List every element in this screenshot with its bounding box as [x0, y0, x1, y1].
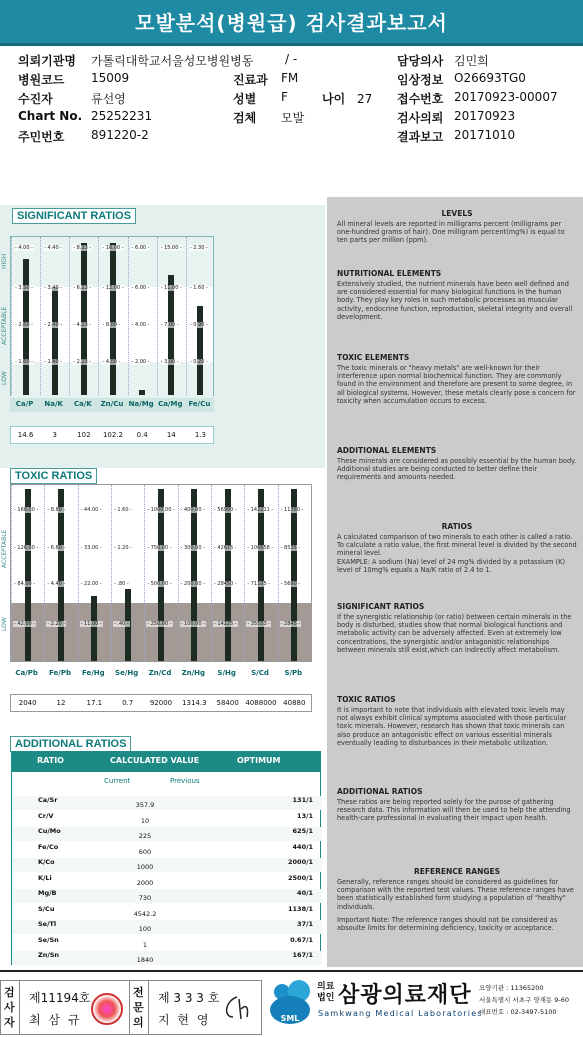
- sig-tick: - 3.50 -: [15, 285, 33, 291]
- info-levels: [337, 209, 577, 245]
- sig-tick: - 0.20 -: [189, 359, 208, 365]
- sig-category-label: Ca/Mg: [158, 400, 183, 408]
- label-request-date: 검사의뢰: [397, 111, 444, 125]
- tox-tick: - 250.00 -: [147, 621, 172, 627]
- sig-tick: - 1.60 -: [15, 359, 33, 365]
- info-toxic-heading: TOXIC ELEMENTS: [337, 353, 410, 362]
- specialist-name: 지 현 영: [158, 1013, 211, 1027]
- value-patient: 류선영: [91, 92, 126, 106]
- sig-tick: - 4.00 -: [131, 322, 150, 328]
- tox-bar-s-hg: [225, 489, 231, 661]
- info-toxic-ratios-heading: TOXIC RATIOS: [337, 695, 396, 704]
- tox-value: 12: [56, 699, 66, 707]
- label-specimen: 검체: [233, 111, 257, 125]
- tox-tick: - 100.00 -: [180, 621, 205, 627]
- info-reference-heading: REFERENCE RANGES: [413, 867, 501, 876]
- info-additional-heading: ADDITIONAL ELEMENTS: [337, 446, 437, 455]
- info-ratios: [337, 522, 577, 574]
- info-levels-text: All mineral levels are reported in milligrams percent (milligrams per one-hundred grams of hair). One milligram percent(mg%) is equal to ten parts per million (ppm).: [337, 220, 565, 245]
- col-optimum: OPTIMUM: [237, 756, 281, 765]
- tox-value: 58400: [216, 699, 239, 707]
- additional-row: [12, 905, 322, 919]
- toxic-ratios-title: TOXIC RATIOS: [10, 468, 97, 484]
- tox-tick: - 1.60 -: [114, 507, 132, 513]
- additional-ratio-name: Mg/B: [38, 889, 57, 897]
- info-ratios-heading: RATIOS: [441, 522, 473, 531]
- sig-tick: - 11.00 -: [160, 285, 182, 291]
- tox-tick: - 22.00 -: [80, 581, 102, 587]
- toxic-category-row: [10, 665, 312, 681]
- tox-tick: - 42675 -: [214, 545, 237, 551]
- inspector-name: 최 삼 규: [29, 1013, 82, 1027]
- sig-tick: - 4.00 -: [15, 245, 33, 251]
- tox-category-label: Zn/Hg: [181, 669, 206, 677]
- tox-tick: - .80 -: [114, 581, 129, 587]
- additional-row: [12, 889, 322, 903]
- info-significant-heading: SIGNIFICANT RATIOS: [337, 602, 425, 611]
- additional-ratio-name: K/Co: [38, 858, 55, 866]
- tox-bar-s-cd: [258, 489, 264, 661]
- sig-tick: - 15.00 -: [160, 245, 182, 251]
- additional-optimum-value: 2500/1: [288, 873, 313, 882]
- info-reference-note: Important Note: The reference ranges should not be considered as absoulte limits for determining deficiency, toxicity or acceptance.: [337, 915, 558, 933]
- additional-ratio-name: Cr/V: [38, 811, 54, 820]
- significant-ratios-chart: [10, 236, 214, 396]
- patient-info-left: [18, 52, 318, 147]
- sml-logo: [268, 978, 314, 1030]
- value-requesting-org: 가톨릭대학교서울성모병원병동: [91, 54, 254, 68]
- patient-info-right: [397, 52, 577, 147]
- tox-value: 92000: [149, 699, 173, 707]
- tox-bar-fe-hg: [91, 596, 97, 661]
- label-receipt-no: 접수번호: [397, 92, 444, 106]
- inspector-label: 검사자: [4, 986, 15, 1029]
- value-receipt-no: 20170923-00007: [454, 90, 558, 104]
- tox-tick: - 2845 -: [280, 621, 301, 627]
- label-resident-no: 주민번호: [18, 130, 65, 144]
- sig-value: 102.2: [102, 431, 124, 439]
- value-clinical-info: O26693TG0: [454, 71, 526, 85]
- additional-ratio-name: Se/Tl: [38, 920, 57, 928]
- sig-tick: - 1.60 -: [189, 285, 208, 291]
- sig-value: 3: [52, 431, 57, 439]
- sig-tick: - 8.00 -: [102, 322, 121, 328]
- additional-row: [12, 936, 322, 950]
- toxic-zone-labels: [0, 484, 10, 662]
- additional-optimum-value: 0.67/1: [290, 935, 313, 944]
- org-code: 요양기관 : 11365200: [479, 984, 544, 992]
- tox-value: 0.7: [122, 699, 134, 707]
- tox-tick: - 126.00 -: [14, 545, 39, 551]
- tox-tick: - 71105 -: [247, 581, 271, 587]
- additional-ratio-name: Ca/Sr: [38, 796, 58, 804]
- additional-current-value: 1: [142, 940, 148, 949]
- org-prefix: [317, 982, 334, 1004]
- tox-tick: - 8.80 -: [47, 507, 66, 513]
- tox-category-label: S/Hg: [217, 669, 236, 677]
- sig-bar-na-k: [52, 287, 58, 395]
- info-toxic-ratios-text: It is important to note that individuals with elevated toxic levels may not always exhibit clinical symptoms associated with those particular toxic minerals. However, research has shown that toxic minerals can also produce an antagonistic effect on various essential minerals eventually leading to disturbances in their metabolic utilization.: [337, 706, 567, 747]
- zone-high-label: HIGH: [1, 253, 8, 269]
- tox-tick: - .40 -: [114, 621, 129, 627]
- sig-tick: - 6.00 -: [131, 285, 150, 291]
- sig-value: 1.3: [194, 431, 206, 439]
- additional-row: [12, 827, 322, 841]
- tox-bar-s-pb: [291, 489, 297, 661]
- additional-current-value: 1840: [136, 956, 154, 964]
- inspector-seal: [91, 993, 123, 1025]
- label-patient: 수진자: [18, 92, 53, 106]
- tox-tick: - 28450 -: [214, 581, 237, 587]
- patient-age: [322, 90, 372, 107]
- sig-bar-ca-mg: [168, 275, 174, 395]
- value-age: 27: [357, 92, 373, 106]
- additional-optimum-value: 40/1: [297, 889, 313, 897]
- toxic-value-row: [10, 694, 312, 712]
- sig-tick: - 4.23 -: [73, 322, 92, 328]
- significant-value-row: [10, 426, 214, 444]
- label-hospital-code: 병원코드: [18, 73, 65, 87]
- additional-current-value: 357.9: [135, 801, 155, 809]
- org-prefix-1: 의료: [317, 982, 335, 992]
- tox-value: 17.1: [86, 699, 103, 707]
- additional-current-value: 1000: [136, 863, 154, 871]
- sig-value: 0.4: [136, 431, 148, 439]
- org-phone: 대표번호 : 02-3497-5100: [479, 1008, 557, 1016]
- tox-tick: - 1000.00 -: [147, 507, 175, 513]
- tox-tick: - 11380 -: [280, 507, 304, 513]
- additional-current-value: 4542.2: [133, 909, 157, 918]
- org-name: 삼광의료재단: [338, 983, 472, 1008]
- value-report-date: 20171010: [454, 128, 516, 142]
- additional-optimum-value: 167/1: [292, 951, 313, 959]
- sig-value: 14.6: [17, 431, 34, 439]
- org-contact: [479, 982, 569, 1018]
- label-report-date: 결과보고: [397, 130, 444, 144]
- sig-category-label: Na/Mg: [128, 400, 154, 408]
- value-hospital-code: 15009: [91, 71, 130, 85]
- additional-optimum-value: 2000/1: [288, 858, 313, 866]
- sig-tick: - 1.40 -: [44, 359, 63, 365]
- label-clinical-info: 임상정보: [397, 73, 444, 87]
- additional-ratio-name: Se/Sn: [38, 935, 59, 944]
- report-title-bar: [0, 0, 583, 46]
- additional-row: [12, 951, 322, 965]
- label-sex: 성별: [233, 92, 257, 106]
- tox-category-label: Ca/Pb: [15, 669, 38, 677]
- tox-value: 1314.3: [182, 699, 207, 707]
- col-calculated: CALCULATED VALUE: [110, 756, 200, 765]
- sig-tick: - 6.00 -: [131, 245, 150, 251]
- additional-row: [12, 812, 322, 826]
- zone-low-label: LOW: [1, 371, 8, 386]
- sig-tick: - 4.40 -: [44, 245, 63, 251]
- label-department: 진료과: [233, 73, 268, 87]
- zone-acceptable-label: ACCEPTABLE: [1, 306, 8, 346]
- sig-tick: - 16.00 -: [102, 245, 124, 251]
- tox-bar-zn-cd: [158, 489, 164, 661]
- tox-tick: - 5690 -: [280, 581, 301, 587]
- additional-ratio-name: S/Cu: [38, 904, 55, 913]
- additional-optimum-value: 37/1: [297, 920, 313, 928]
- info-toxic-text: The toxic minerals or "heavy metals" are well-known for their interference upon normal biochemical function. They are commonly found in the environment and therefore are present to some degree, in all biological systems. However, these metals clearly pose a concern for toxicity when accumulation occurs to excess.: [337, 364, 576, 405]
- tox-tick: - 8535 -: [280, 545, 301, 551]
- sig-category-label: Ca/K: [73, 400, 92, 408]
- org-prefix-2: 법인: [317, 993, 335, 1003]
- additional-row: [12, 874, 322, 888]
- label-age: 나이: [322, 92, 346, 106]
- info-nutritional-text: Extensively studied, the nutrient minerals have been well defined and are considered essential for many biological functions in the human body. They play key roles in such metabolic processes as muscular activity, endocrine function, reproduction, skeletal integrity and overall development.: [337, 280, 573, 321]
- sml-logo-text: SML: [280, 1014, 300, 1023]
- tox-category-label: Se/Hg: [115, 669, 139, 677]
- tox-category-label: S/Pb: [284, 669, 303, 677]
- sig-bar-na-mg: [139, 390, 145, 395]
- significant-category-row: [10, 398, 214, 412]
- tox-tick: - 11.00 -: [80, 621, 102, 627]
- sig-value: 14: [166, 431, 176, 439]
- value-specimen: 모발: [281, 111, 305, 125]
- additional-current-value: 730: [138, 894, 152, 902]
- footer: [0, 970, 583, 1037]
- sig-bar-ca-k: [81, 243, 87, 395]
- tox-category-label: Fe/Hg: [81, 669, 105, 677]
- value-resident-no: 891220-2: [91, 128, 149, 142]
- value-doctor: 김민희: [454, 54, 489, 68]
- sig-col-4: [128, 237, 157, 395]
- info-additional-ratios-heading: ADDITIONAL RATIOS: [337, 787, 423, 796]
- additional-row: [12, 843, 322, 857]
- sig-tick: - 0.90 -: [189, 322, 208, 328]
- additional-ratio-name: Fe/Co: [38, 842, 59, 851]
- tox-tick: - 168.00 -: [14, 507, 39, 513]
- tox-tick: - 56900 -: [214, 507, 237, 513]
- info-levels-heading: LEVELS: [441, 209, 473, 218]
- info-ratios-text: A calculated comparison of two minerals to each other is called a ratio. To calculate a ratio value, the first mineral level is divided by the second mineral level.: [337, 533, 577, 558]
- tox-tick: - 44.00 -: [80, 507, 102, 513]
- additional-current-value: 10: [140, 816, 150, 825]
- info-toxic: [337, 353, 577, 405]
- sig-tick: - 2.00 -: [131, 359, 150, 365]
- tox-tick: - 106658 -: [247, 545, 274, 551]
- tox-tick: - 500.00 -: [147, 581, 172, 587]
- info-ratios-example: EXAMPLE: A sodium (Na) level of 24 mg% divided by a potassium (K) level of 10mg% equals a Na/K ratio of 2.4 to 1.: [337, 557, 566, 574]
- tox-bar-fe-pb: [58, 489, 64, 661]
- tox-tick: - 142211 -: [247, 507, 274, 513]
- tox-value: 2040: [18, 699, 37, 707]
- info-panel: [327, 197, 583, 967]
- tox-tick: - 2.20 -: [47, 621, 66, 627]
- sig-category-label: Fe/Cu: [188, 400, 211, 408]
- tox-tick: - 750.00 -: [147, 545, 172, 551]
- value-sex: F: [281, 90, 288, 104]
- info-toxic-ratios: [337, 695, 577, 747]
- info-reference-text: Generally, reference ranges should be considered as guidelines for comparison with the reported test values. These reference ranges have been statistically established form studying a population of "healthy" individuals.: [337, 878, 574, 911]
- tox-tick: - 6.60 -: [47, 545, 66, 551]
- sig-tick: - 3.40 -: [44, 285, 63, 291]
- label-chart-no: Chart No.: [18, 109, 83, 123]
- col-current: Current: [104, 777, 131, 785]
- sig-tick: - 2.60 -: [15, 322, 33, 328]
- info-significant: [337, 602, 577, 654]
- inspector-license: 제11194호: [29, 991, 91, 1005]
- info-additional-ratios-text: These ratios are being reported solely for the purose of gathering research data. This information will then be used to help the attending health-care professional in evaluating their impact upon health.: [337, 798, 571, 823]
- additional-current-value: 225: [138, 832, 152, 840]
- additional-optimum-value: 625/1: [292, 827, 313, 835]
- additional-row: [12, 858, 322, 872]
- sig-tick: - 2.23 -: [73, 359, 92, 365]
- org-address: 서울특별시 서초구 양재동 9-60: [479, 996, 570, 1004]
- additional-ratio-name: Cu/Mo: [38, 827, 61, 835]
- sig-tick: - 4.00 -: [102, 359, 121, 365]
- additional-current-value: 600: [138, 847, 152, 856]
- additional-row: [12, 920, 322, 934]
- tox-tick: - 1.20 -: [114, 545, 132, 551]
- significant-zone-labels: [0, 236, 10, 396]
- additional-optimum-value: 1138/1: [288, 904, 313, 913]
- sig-category-label: Ca/P: [15, 400, 34, 408]
- value-request-date: 20170923: [454, 109, 516, 123]
- sig-category-label: Na/K: [44, 400, 63, 408]
- toxic-ratios-chart: [10, 484, 312, 662]
- toxic-zone-low-label: LOW: [1, 617, 8, 631]
- value-chart-no: 25252231: [91, 109, 153, 123]
- info-nutritional: [337, 269, 577, 321]
- sig-tick: - 6.23 -: [73, 285, 92, 291]
- additional-row: [12, 796, 322, 810]
- info-additional-ratios: [337, 787, 577, 823]
- info-additional: [337, 446, 577, 482]
- tox-tick: - 84.00 -: [14, 581, 36, 587]
- additional-ratios-title: ADDITIONAL RATIOS: [10, 736, 131, 752]
- sig-bar-zn-cu: [110, 243, 116, 395]
- sig-bar-fe-cu: [197, 306, 203, 395]
- col-ratio: RATIO: [37, 756, 64, 765]
- sig-tick: - 7.00 -: [160, 322, 179, 328]
- additional-ratios-body: [11, 771, 321, 965]
- tox-tick: - 42.00 -: [14, 621, 36, 627]
- signature-box: [0, 980, 262, 1035]
- additional-ratio-name: K/Li: [38, 873, 52, 882]
- additional-ratio-name: Zn/Sn: [38, 951, 60, 959]
- sig-tick: - 2.30 -: [189, 245, 208, 251]
- info-nutritional-heading: NUTRITIONAL ELEMENTS: [337, 269, 442, 278]
- additional-current-value: 100: [138, 925, 152, 933]
- org-english-name: Samkwang Medical Laboratories: [318, 1009, 483, 1018]
- additional-optimum-value: 131/1: [292, 796, 313, 804]
- additional-ratios-table: [11, 751, 321, 965]
- tox-category-label: Zn/Cd: [148, 669, 172, 677]
- tox-category-label: Fe/Pb: [49, 669, 71, 677]
- additional-optimum-value: 440/1: [292, 842, 313, 851]
- tox-tick: - 14225 -: [214, 621, 237, 627]
- tox-tick: - 200.00 -: [180, 581, 205, 587]
- sig-category-label: Zn/Cu: [100, 400, 124, 408]
- tox-bar-ca-pb: [25, 489, 31, 661]
- specialist-signature: [219, 991, 255, 1025]
- sig-tick: - 12.00 -: [102, 285, 124, 291]
- significant-ratios-title: SIGNIFICANT RATIOS: [12, 208, 136, 224]
- specialist-license: 제 3 3 3 호: [158, 991, 220, 1005]
- tox-value: 40880: [283, 699, 306, 707]
- specialist-label: 전문의: [133, 986, 144, 1029]
- tox-value: 4088000: [245, 699, 277, 707]
- info-additional-text: These minerals are considered as possibly essential by the human body. Additional studies are being conducted to better define their requirements and amounts needed.: [337, 457, 577, 482]
- tox-tick: - 300.00 -: [180, 545, 205, 551]
- info-significant-text: If the synergistic relationship (or ratio) between certain minerals in the body is disturbed, studies show that normal biological functions and metabolic activity can be adversely affected. Even at extremely low concentrations, the synergistic and/or antagonistic relationships between minerals still exist,which can indirectly affect metabolism.: [337, 613, 572, 654]
- report-title: 모발분석(병원급) 검사결과보고서: [135, 11, 448, 35]
- additional-optimum-value: 13/1: [297, 811, 313, 820]
- tox-category-label: S/Cd: [251, 669, 269, 677]
- label-doctor: 담당의사: [397, 54, 444, 68]
- tox-tick: - 400.00 -: [180, 507, 205, 513]
- sig-value: 102: [77, 431, 91, 439]
- info-reference: [337, 867, 577, 932]
- value-department: FM: [281, 71, 299, 85]
- sig-tick: - 8.23 -: [73, 245, 92, 251]
- tox-tick: - 35553 -: [247, 621, 271, 627]
- tox-tick: - 4.40 -: [47, 581, 66, 587]
- tox-bar-zn-hg: [191, 489, 197, 661]
- sig-tick: - 2.40 -: [44, 322, 63, 328]
- toxic-zone-acceptable-label: ACCEPTABLE: [1, 529, 8, 569]
- value-ward: / -: [285, 52, 298, 66]
- tox-tick: - 33.00 -: [80, 545, 102, 551]
- additional-current-value: 2000: [136, 878, 154, 887]
- sig-tick: - 3.00 -: [160, 359, 179, 365]
- label-requesting-org: 의뢰기관명: [18, 54, 76, 68]
- col-previous: Previous: [170, 777, 200, 785]
